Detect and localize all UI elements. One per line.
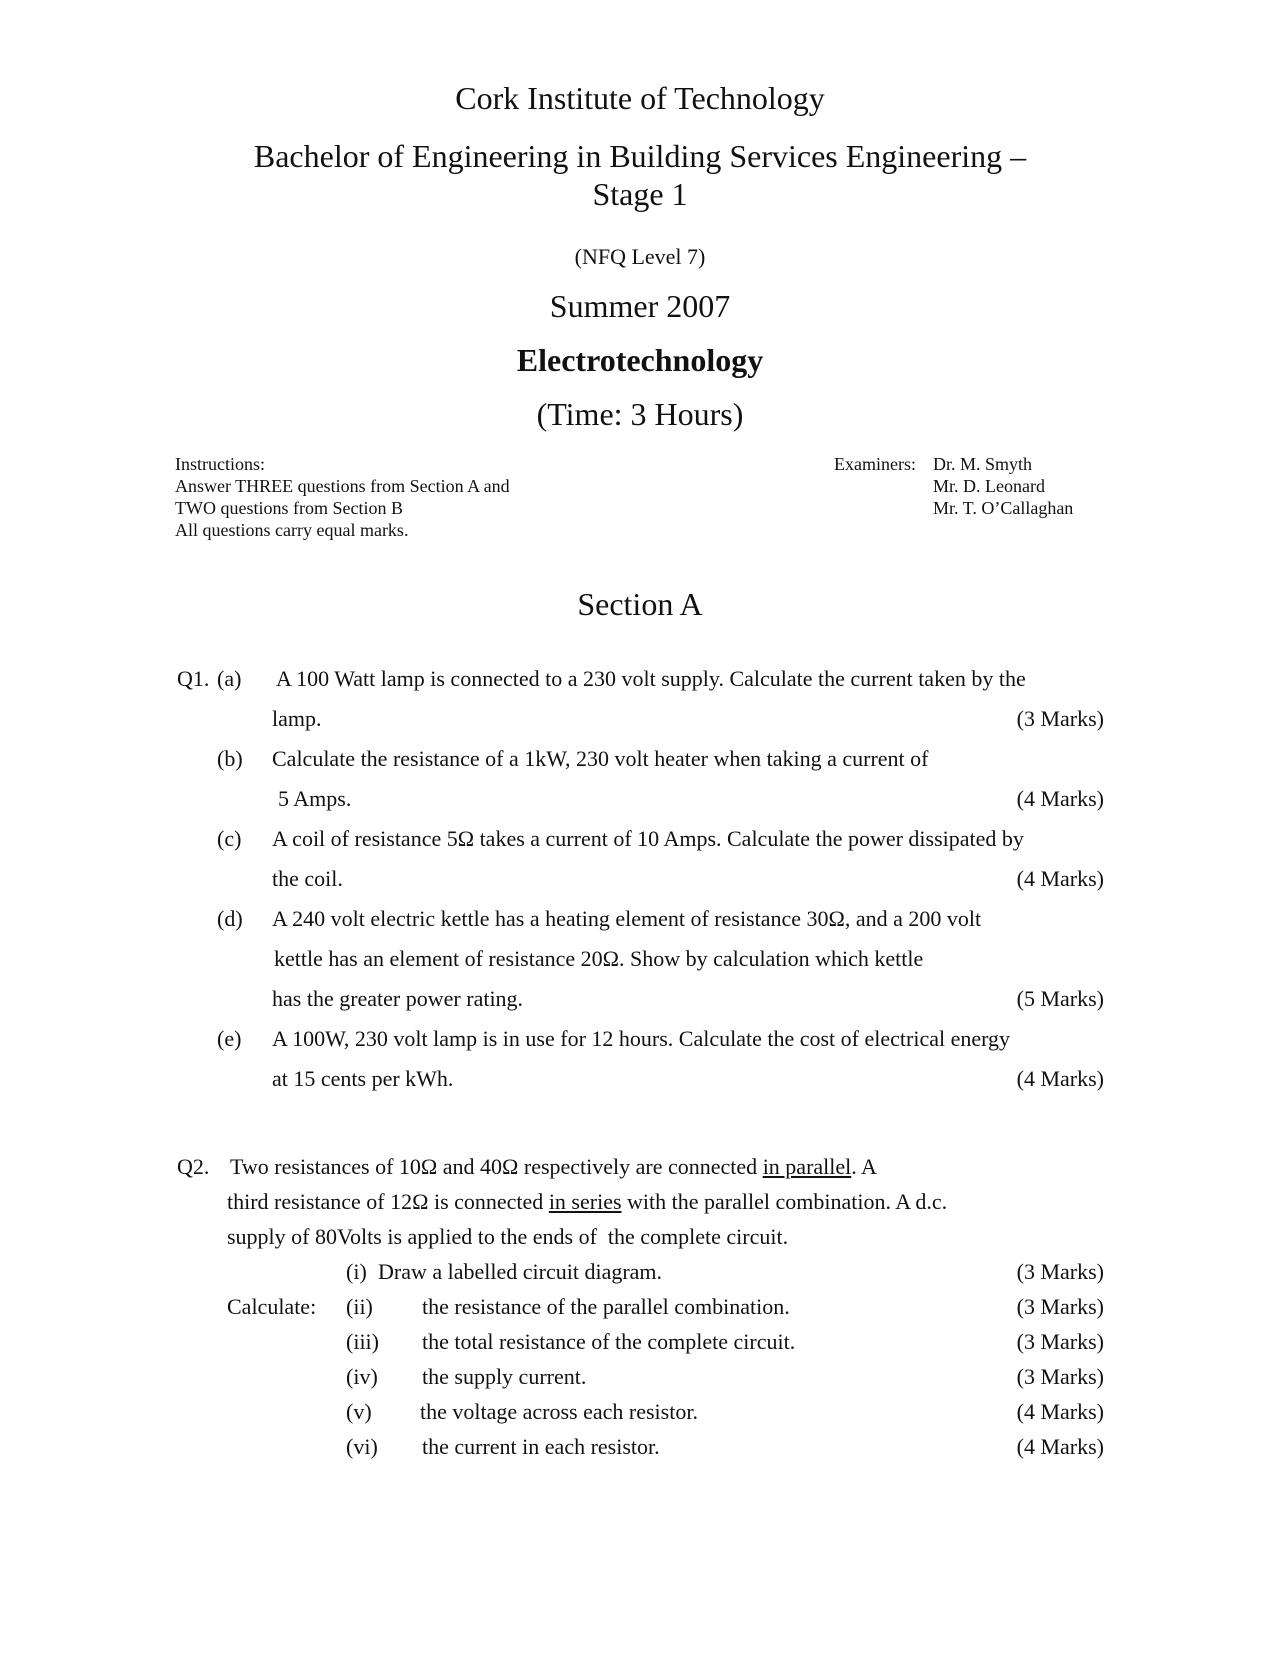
session-title: Summer 2007 [549,288,731,324]
examiner-name: Dr. M. Smyth [933,454,1033,474]
question-text-segment: . A [851,1154,877,1179]
marks: (4 Marks) [1016,1066,1104,1091]
question-label: Q1. [177,666,210,691]
marks: (3 Marks) [1016,1364,1104,1389]
part-label: (d) [217,906,243,931]
item-label: (i) [346,1259,367,1284]
question-text-segment: with the parallel combination. A d.c. [621,1189,948,1214]
question-label: Q2. [177,1154,210,1179]
item-text: Draw a labelled circuit diagram. [378,1259,663,1284]
calculate-label: Calculate: [227,1294,317,1319]
institution-title: Cork Institute of Technology [455,80,825,116]
marks: (4 Marks) [1016,786,1104,811]
item-label: (iii) [346,1329,379,1354]
question-text-segment: Two resistances of 10Ω and 40Ω respectively are connected [230,1154,763,1179]
part-text: A 100W, 230 volt lamp is in use for 12 hours. Calculate the cost of electrical energy [272,1026,1011,1051]
subject-title: Electrotechnology [516,342,764,378]
part-text: lamp. [272,706,322,731]
part-text: A 100 Watt lamp is connected to a 230 volt supply. Calculate the current taken by the [276,666,1026,691]
item-label: (vi) [346,1434,378,1459]
instructions-line: Answer THREE questions from Section A and [175,476,510,496]
marks: (3 Marks) [1016,1294,1104,1319]
part-label: (b) [217,746,243,771]
instructions-line: TWO questions from Section B [175,498,403,518]
part-text: the coil. [272,866,343,891]
instructions-heading: Instructions: [175,454,265,474]
marks: (5 Marks) [1016,986,1104,1011]
item-text: the voltage across each resistor. [420,1399,698,1424]
marks: (3 Marks) [1016,706,1104,731]
part-label: (a) [217,666,242,691]
part-text: has the greater power rating. [272,986,524,1011]
section-title: Section A [577,586,703,622]
part-text: kettle has an element of resistance 20Ω. Show by calculation which kettle [274,946,924,971]
item-label: (ii) [346,1294,373,1319]
item-text: the resistance of the parallel combination. [422,1294,790,1319]
question-text: supply of 80Volts is applied to the ends of the complete circuit. [227,1224,789,1249]
part-text: A coil of resistance 5Ω takes a current of 10 Amps. Calculate the power dissipated by [272,826,1024,851]
item-label: (v) [346,1399,372,1424]
nfq-level: (NFQ Level 7) [574,244,706,269]
part-text: Calculate the resistance of a 1kW, 230 volt heater when taking a current of [272,746,929,771]
part-text: 5 Amps. [278,786,352,811]
underlined-term: in series [548,1189,622,1214]
part-label: (c) [217,826,242,851]
item-text: the supply current. [422,1364,587,1389]
marks: (3 Marks) [1016,1259,1104,1284]
item-label: (iv) [346,1364,378,1389]
programme-title: Bachelor of Engineering in Building Services Engineering – [253,138,1027,174]
stage-title: Stage 1 [592,176,688,212]
examiner-name: Mr. D. Leonard [933,476,1045,496]
examiner-name: Mr. T. O’Callaghan [933,498,1074,518]
time-allowed: (Time: 3 Hours) [536,396,744,432]
question-text-segment: third resistance of 12Ω is connected [227,1189,549,1214]
question-text [230,1156,877,1178]
item-text: the current in each resistor. [422,1434,660,1459]
marks: (4 Marks) [1016,1399,1104,1424]
examiners-label: Examiners: [834,454,916,474]
instructions-line: All questions carry equal marks. [175,520,409,540]
part-text: A 240 volt electric kettle has a heating element of resistance 30Ω, and a 200 volt [272,906,982,931]
marks: (4 Marks) [1016,1434,1104,1459]
underlined-term: in parallel [762,1154,852,1179]
question-text [227,1191,947,1213]
part-text: at 15 cents per kWh. [272,1066,454,1091]
item-text: the total resistance of the complete circuit. [422,1329,796,1354]
part-label: (e) [217,1026,242,1051]
marks: (3 Marks) [1016,1329,1104,1354]
marks: (4 Marks) [1016,866,1104,891]
